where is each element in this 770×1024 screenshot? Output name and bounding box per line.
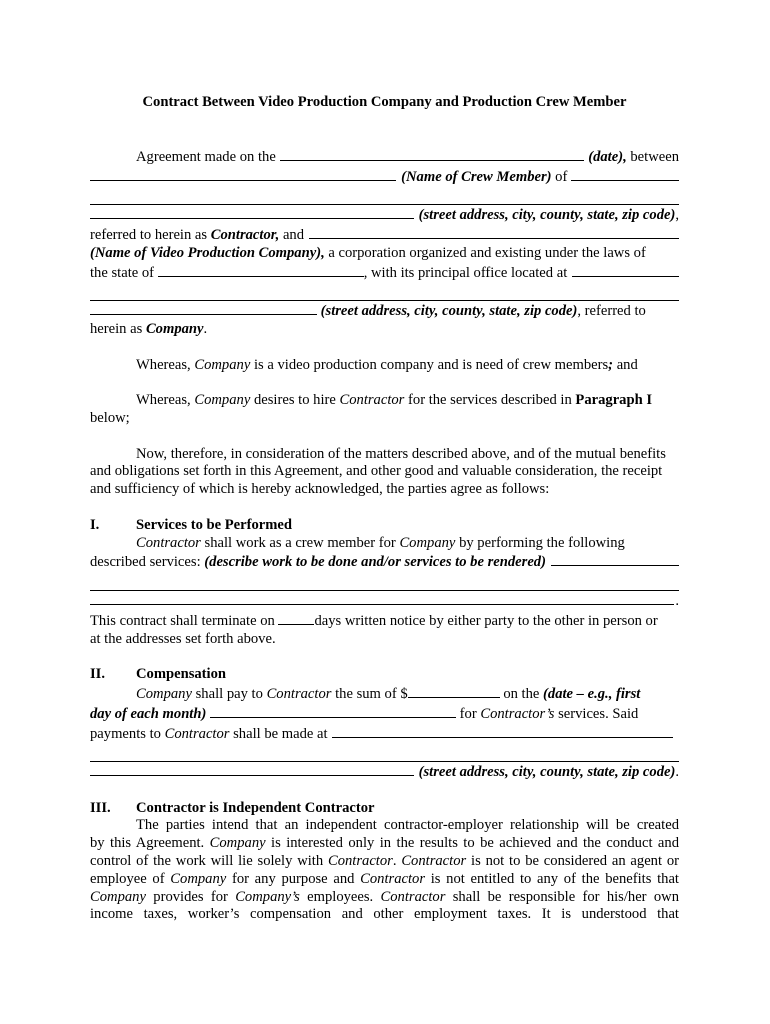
- notice-days-blank[interactable]: [278, 611, 314, 625]
- and-text: and: [616, 356, 638, 373]
- for-text: for: [459, 705, 477, 722]
- whereas-body: desires to hire: [253, 392, 336, 409]
- whereas-body-2: for the services described in: [408, 392, 572, 409]
- payment-address-blank-2[interactable]: [90, 743, 679, 762]
- payments-to-text: payments to: [90, 725, 161, 742]
- of-text: of: [555, 168, 568, 185]
- section-heading: Services to be Performed: [136, 516, 293, 533]
- terminate-text-2: days written notice by either party to the other in person or: [314, 612, 658, 629]
- crew-name-blank[interactable]: [90, 167, 396, 181]
- terminate-text-3: at the addresses set forth above.: [90, 630, 276, 647]
- describe-services-label: (describe work to be done and/or services to be rendered): [204, 554, 546, 571]
- paragraph-reference: Paragraph I: [575, 392, 653, 409]
- whereas-text: Whereas,: [136, 392, 191, 409]
- section-number: II.: [90, 666, 106, 683]
- period: .: [203, 320, 208, 337]
- crew-name-label: (Name of Crew Member): [401, 168, 552, 185]
- contractor-possessive: Contractor’s: [480, 705, 555, 722]
- semicolon: ;: [608, 356, 614, 373]
- section-compensation: [90, 666, 679, 782]
- company-address-label: (street address, city, county, state, zip code): [320, 303, 578, 320]
- section3-line-1: The parties intend that an independent contractor-employer relationship will be created: [136, 817, 679, 834]
- text: employees.: [307, 888, 374, 905]
- comma: ,: [675, 207, 679, 224]
- date-example-label: (date – e.g., first: [543, 685, 641, 702]
- agreement-paragraph: [90, 147, 679, 339]
- whereas-paragraph-1: [90, 357, 679, 375]
- text: shall be responsible for his/her own: [452, 888, 679, 905]
- company-name-blank[interactable]: [309, 225, 679, 239]
- contractor-term: Contractor,: [210, 226, 280, 243]
- sum-text: the sum of $: [335, 685, 408, 702]
- contractor-term: Contractor: [327, 853, 393, 870]
- state-blank[interactable]: [158, 263, 364, 277]
- state-of-text: the state of: [90, 264, 155, 281]
- whereas-paragraph-2: [90, 392, 679, 428]
- services-blank-2[interactable]: [90, 572, 679, 591]
- section3-line-4: [90, 871, 679, 889]
- period: .: [675, 764, 679, 781]
- text: is not entitled to any of the benefits that: [430, 870, 679, 887]
- company-term: Company: [399, 534, 456, 551]
- agreement-made-on: Agreement made on the: [136, 148, 276, 165]
- contractor-term: Contractor: [164, 725, 230, 742]
- section3-line-5: [90, 889, 679, 907]
- described-services-text: described services:: [90, 554, 201, 571]
- services-blank-1[interactable]: [551, 552, 679, 566]
- whereas-body: is a video production company and is need of crew members: [253, 356, 609, 373]
- text: for any purpose and: [231, 870, 355, 887]
- section-heading: Compensation: [136, 666, 227, 683]
- text: control of the work will lie solely with: [90, 853, 324, 870]
- services-blank-3[interactable]: [90, 591, 674, 605]
- text: employee of: [90, 870, 165, 887]
- company-address-blank-1[interactable]: [572, 263, 679, 277]
- crew-address-blank-1[interactable]: [571, 167, 679, 181]
- contract-page: [90, 94, 679, 924]
- section-number: I.: [90, 516, 100, 533]
- company-term: Company: [90, 888, 146, 905]
- payment-address-label: (street address, city, county, state, zip code): [418, 764, 676, 781]
- text: is interested only in the results to be achieved and the conduct and: [271, 835, 680, 852]
- corporation-text: a corporation organized and existing under the laws of: [328, 244, 646, 261]
- herein-as-text: herein as: [90, 320, 143, 337]
- referred-to-text: , referred to: [577, 303, 646, 320]
- section-independent-contractor: [90, 800, 679, 925]
- terminate-text: This contract shall terminate on: [90, 612, 275, 629]
- below-text: below;: [90, 409, 130, 426]
- date-label: (date),: [588, 148, 627, 165]
- contractor-term: Contractor: [339, 392, 405, 409]
- company-term: Company: [170, 870, 227, 887]
- payment-address-blank-3[interactable]: [90, 762, 414, 776]
- contractor-term: Contractor: [266, 685, 332, 702]
- section-number: III.: [90, 799, 111, 816]
- now-therefore-paragraph: Now, therefore, in consideration of the matters described above, and of the mutual benefits and obligations set forth in this Agreement, and other good and valuable consideration, the receipt and sufficiency of which is hereby acknowledged, the parties agree as follows:: [90, 445, 666, 498]
- made-at-text: shall be made at: [233, 725, 328, 742]
- and-text: and: [282, 226, 305, 243]
- services-text: shall work as a crew member for: [204, 534, 396, 551]
- compensation-text: shall pay to: [195, 685, 263, 702]
- services-text: services. Said: [558, 705, 639, 722]
- text: by this Agreement.: [90, 835, 205, 852]
- crew-address-label: (street address, city, county, state, zip code): [418, 207, 676, 224]
- period: .: [392, 853, 397, 870]
- section3-line-6: income taxes, worker’s compensation and other employment taxes. It is understood that: [90, 906, 679, 923]
- on-the-text: on the: [503, 685, 540, 702]
- company-term: Company: [145, 320, 204, 337]
- whereas-text: Whereas,: [136, 356, 191, 373]
- services-text-2: by performing the following: [459, 534, 625, 551]
- principal-office-text: , with its principal office located at: [363, 264, 568, 281]
- day-of-month-label: day of each month): [90, 705, 207, 722]
- section-services: [90, 517, 679, 649]
- payment-date-blank[interactable]: [210, 704, 456, 718]
- text: provides for: [153, 888, 228, 905]
- referred-contractor-text: referred to herein as: [90, 226, 208, 243]
- document-title: Contract Between Video Production Company and Production Crew Member: [142, 94, 627, 110]
- company-possessive: Company’s: [235, 888, 300, 905]
- crew-address-blank-2[interactable]: [90, 186, 679, 205]
- company-term: Company: [209, 835, 266, 852]
- contractor-term: Contractor: [401, 853, 467, 870]
- contractor-term: Contractor: [136, 534, 201, 551]
- company-term: Company: [136, 685, 192, 702]
- amount-blank[interactable]: [408, 684, 500, 698]
- section-heading: Contractor is Independent Contractor: [136, 799, 375, 816]
- payment-address-blank-1[interactable]: [332, 724, 673, 738]
- company-term: Company: [194, 356, 251, 373]
- section3-line-2: [90, 835, 679, 853]
- date-blank[interactable]: [280, 147, 583, 161]
- period: .: [675, 592, 679, 609]
- section3-line-3: [90, 853, 679, 871]
- crew-address-blank-3[interactable]: [90, 205, 414, 219]
- company-address-blank-3[interactable]: [90, 301, 317, 315]
- between-text: between: [630, 148, 679, 165]
- company-term: Company: [194, 392, 251, 409]
- text: is not to be considered an agent or: [471, 853, 680, 870]
- company-name-label: (Name of Video Production Company),: [90, 244, 325, 261]
- company-address-blank-2[interactable]: [90, 282, 679, 301]
- contractor-term: Contractor: [380, 888, 446, 905]
- contractor-term: Contractor: [360, 870, 426, 887]
